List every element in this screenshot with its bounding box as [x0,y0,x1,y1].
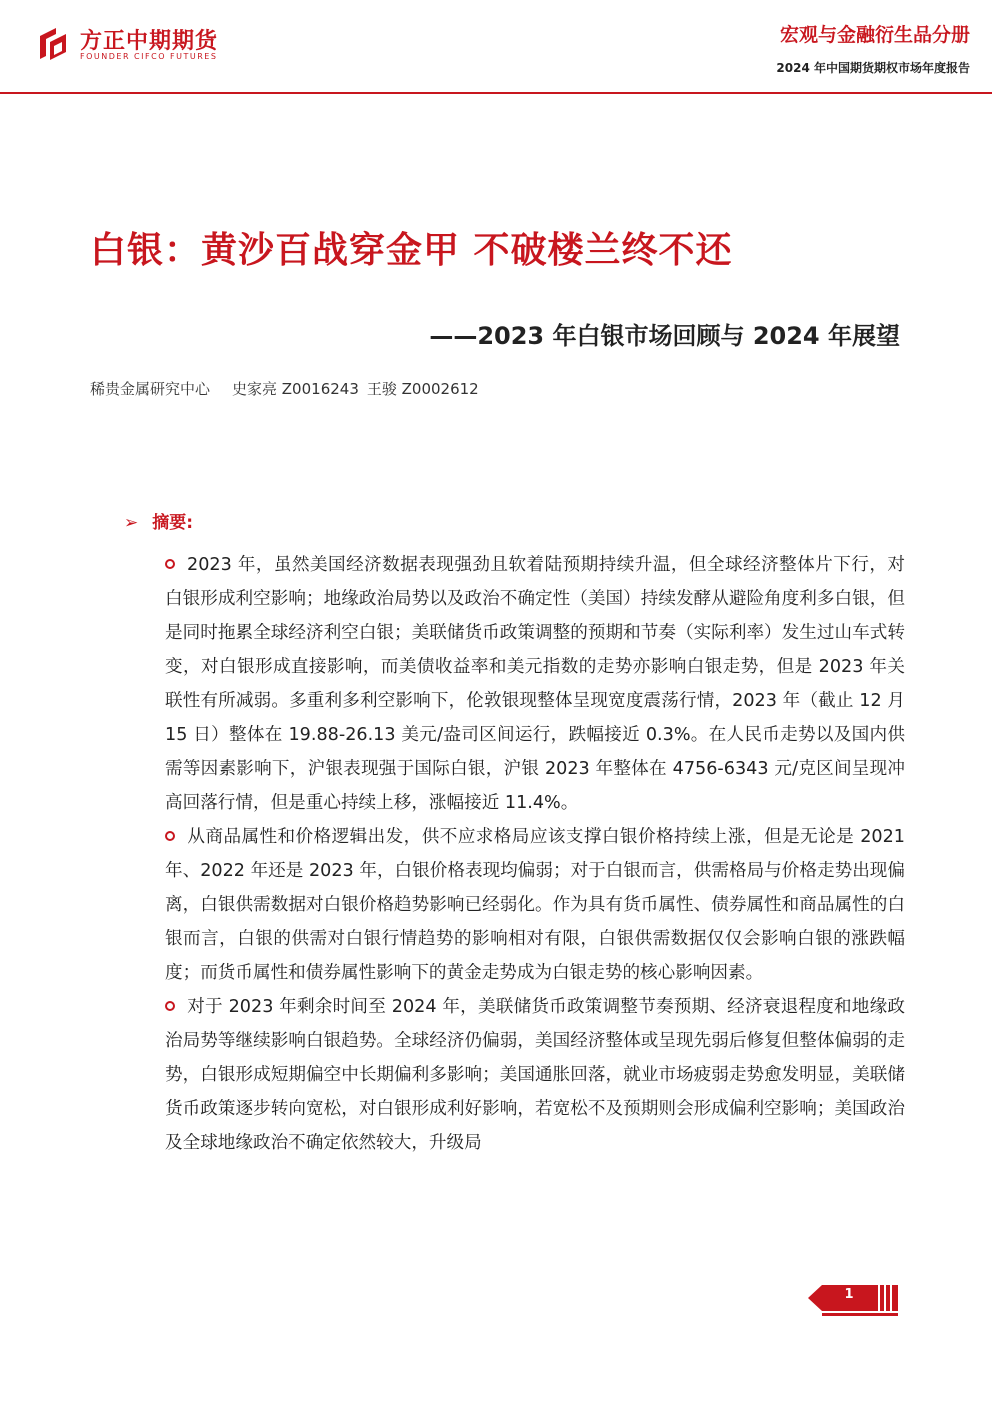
logo-mark-icon [36,26,72,62]
circle-bullet-icon [165,1001,175,1011]
arrow-bullet-icon: ➢ [124,513,139,533]
series-title: 宏观与金融衍生品分册 [779,24,970,46]
summary-heading-label: 摘要: [152,513,194,533]
author-line [90,378,501,399]
summary-list [165,548,905,1160]
page-subtitle: ——2023 年白银市场回顾与 2024 年展望 [429,322,900,350]
page-number-badge [808,1283,902,1317]
company-logo [36,20,236,66]
summary-item [165,548,905,820]
page-title: 白银：黄沙百战穿金甲 不破楼兰终不还 [90,230,733,271]
summary-item-text: 2023 年，虽然美国经济数据表现强劲且软着陆预期持续升温，但全球经济整体片下行，对白银形成利空影响；地缘政治局势以及政治不确定性（美国）持续发酵从避险角度利多白银，但是同时拖累全球经济利空白银；美联储货币政策调整的预期和节奏（实际利率）发生过山车式转变，对白银形成直接影响，而美债收益率和美元指数的走势亦影响白银走势，但是 2023 年关联性有所减弱。多重利多利空影响下，伦敦银现整体呈现宽度震荡行情，2023 年（截止 12 月 15 日）整体在 19.88-26.13 美元/盎司区间运行，跌幅接近 0.3%。在人民币走势以及国内供需等因素影响下，沪银表现强于国际白银，沪银 2023 年整体在 4756-6343 元/克区间呈现冲高回落行情，但是重心持续上移，涨幅接近 11.4%。 [165,555,905,813]
header-right [776,20,970,76]
circle-bullet-icon [165,559,175,569]
author-1: 史家亮 Z0016243 [232,380,359,398]
summary-item-text: 从商品属性和价格逻辑出发，供不应求格局应该支撑白银价格持续上涨，但是无论是 2021 年、2022 年还是 2023 年，白银价格表现均偏弱；对于白银而言，供需格局与价格走势出现偏离，白银供需数据对白银价格趋势影响已经弱化。作为具有货币属性、债券属性和商品属性的白银而言，白银的供需对白银行情趋势的影响相对有限，白银供需数据仅仅会影响白银的涨跌幅度；而货币属性和债券属性影响下的黄金走势成为白银走势的核心影响因素。 [165,827,905,983]
summary-heading [124,508,193,533]
brand-subtitle: FOUNDER CIFCO FUTURES [80,52,218,61]
author-2: 王骏 Z0002612 [366,380,479,398]
brand-name: 方正中期期货 [80,29,219,54]
circle-bullet-icon [165,831,175,841]
summary-item-text: 对于 2023 年剩余时间至 2024 年，美联储货币政策调整节奏预期、经济衰退程度和地缘政治局势等继续影响白银趋势。全球经济仍偏弱，美国经济整体或呈现先弱后修复但整体偏弱的走势，白银形成短期偏空中长期偏利多影响；美国通胀回落，就业市场疲弱走势愈发明显，美联储货币政策逐步转向宽松，对白银形成利好影响，若宽松不及预期则会形成偏利空影响；美国政治及全球地缘政治不确定依然较大，升级局 [165,997,905,1153]
header-divider [0,92,992,94]
summary-item [165,990,905,1160]
research-center: 稀贵金属研究中心 [90,380,211,398]
report-title: 2024 年中国期货期权市场年度报告 [776,61,970,75]
page-number: 1 [844,1287,854,1302]
summary-item [165,820,905,990]
page-badge-shape-icon [808,1283,902,1317]
